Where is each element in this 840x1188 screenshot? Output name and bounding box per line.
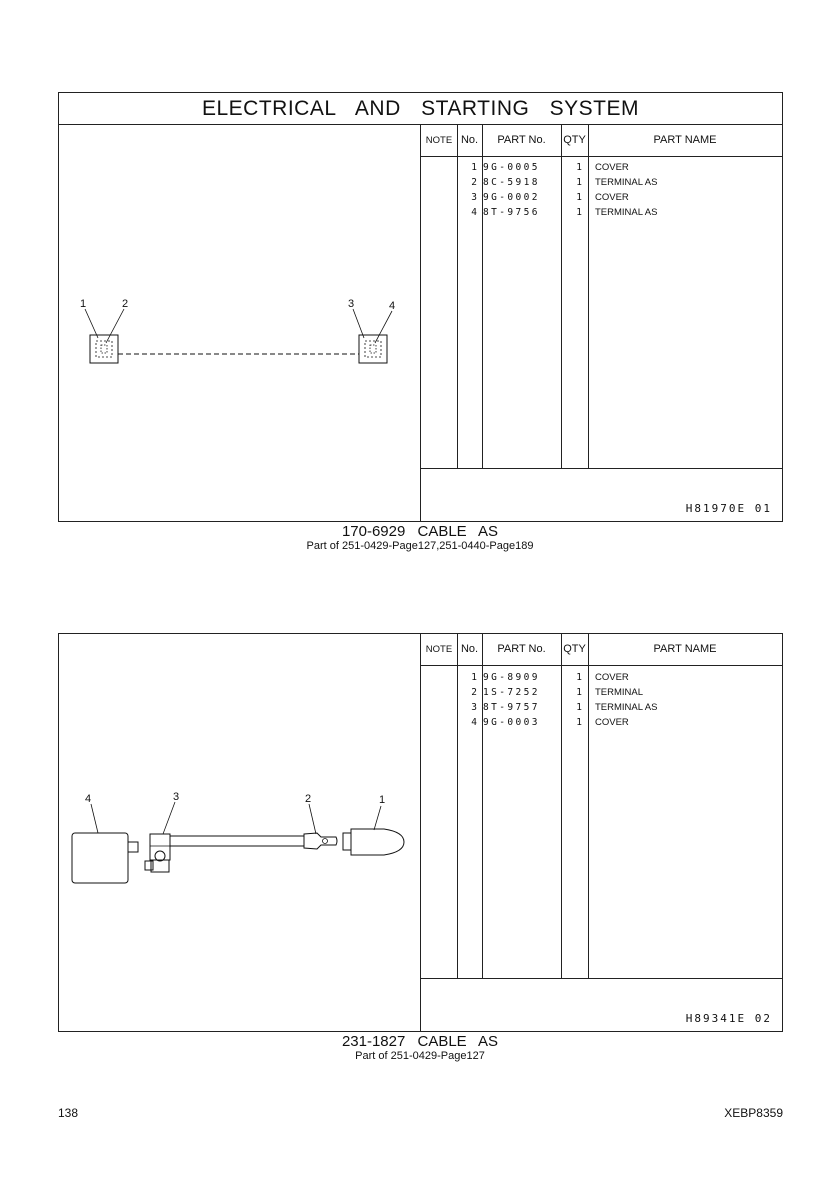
table-row: 3 8T-9757 1 TERMINAL AS — [471, 702, 658, 713]
section-title-bar — [58, 92, 783, 124]
col-note: NOTE — [425, 135, 453, 146]
parts-panel-1 — [58, 124, 783, 522]
table-row: 4 9G-0003 1 COVER — [471, 717, 629, 728]
table-row: 4 8T-9756 1 TERMINAL AS — [471, 207, 658, 218]
diagram-2 — [59, 634, 421, 1031]
caption-1 — [0, 524, 840, 553]
parts-panel-2 — [58, 633, 783, 1032]
table-row: 2 1S-7252 1 TERMINAL — [471, 687, 644, 698]
terminal-right-shape — [359, 335, 387, 363]
col-note: NOTE — [425, 644, 453, 655]
col-part-no: PART No. — [497, 134, 546, 146]
terminal-2-shape — [304, 833, 337, 849]
col-part-name: PART NAME — [653, 643, 717, 655]
callout-1: 1 — [80, 298, 87, 310]
cover-right-shape — [365, 341, 381, 357]
col-no: No. — [460, 134, 479, 146]
col-no: No. — [460, 643, 479, 655]
terminal-left-shape — [90, 335, 118, 363]
document-code: XEBP8359 — [724, 1106, 783, 1120]
figure-code-box — [421, 468, 782, 521]
caption-title: 231-1827 CABLE AS — [341, 1033, 499, 1050]
table-row: 1 9G-8909 1 COVER — [471, 672, 629, 683]
col-qty: QTY — [563, 134, 586, 146]
diagram-1 — [59, 125, 421, 521]
col-qty: QTY — [563, 643, 586, 655]
cable-diagram-1 — [59, 125, 419, 521]
page-number: 138 — [58, 1106, 79, 1120]
col-part-no: PART No. — [497, 643, 546, 655]
parts-table-1 — [421, 125, 782, 521]
page-title: ELECTRICAL AND STARTING SYSTEM — [201, 97, 640, 120]
parts-table-header — [421, 125, 782, 157]
callout-3: 3 — [173, 791, 180, 803]
table-row: 1 9G-0005 1 COVER — [471, 162, 629, 173]
figure-code-box — [421, 978, 782, 1031]
table-row: 2 8C-5918 1 TERMINAL AS — [471, 177, 658, 188]
parts-table-2 — [421, 634, 782, 1031]
figure-code: H89341E 02 — [685, 1012, 772, 1025]
cover-1-shape — [351, 829, 404, 855]
cable-diagram-2 — [59, 634, 419, 1031]
col-part-name: PART NAME — [653, 134, 717, 146]
callout-2: 2 — [305, 793, 312, 805]
caption-subtitle: Part of 251-0429-Page127 — [355, 1050, 485, 1062]
callout-4: 4 — [389, 300, 396, 312]
callout-2: 2 — [122, 298, 129, 310]
cover-4-shape — [72, 833, 128, 883]
callout-4: 4 — [85, 793, 92, 805]
figure-code: H81970E 01 — [685, 502, 772, 515]
caption-subtitle: Part of 251-0429-Page127,251-0440-Page189 — [306, 540, 534, 552]
table-row: 3 9G-0002 1 COVER — [471, 192, 629, 203]
callout-1: 1 — [379, 794, 386, 806]
callout-3: 3 — [348, 298, 355, 310]
caption-2 — [0, 1034, 840, 1063]
cover-left-shape — [96, 341, 112, 357]
parts-table-header — [421, 634, 782, 666]
caption-title: 170-6929 CABLE AS — [341, 523, 499, 540]
terminal-3-shape — [150, 834, 170, 860]
